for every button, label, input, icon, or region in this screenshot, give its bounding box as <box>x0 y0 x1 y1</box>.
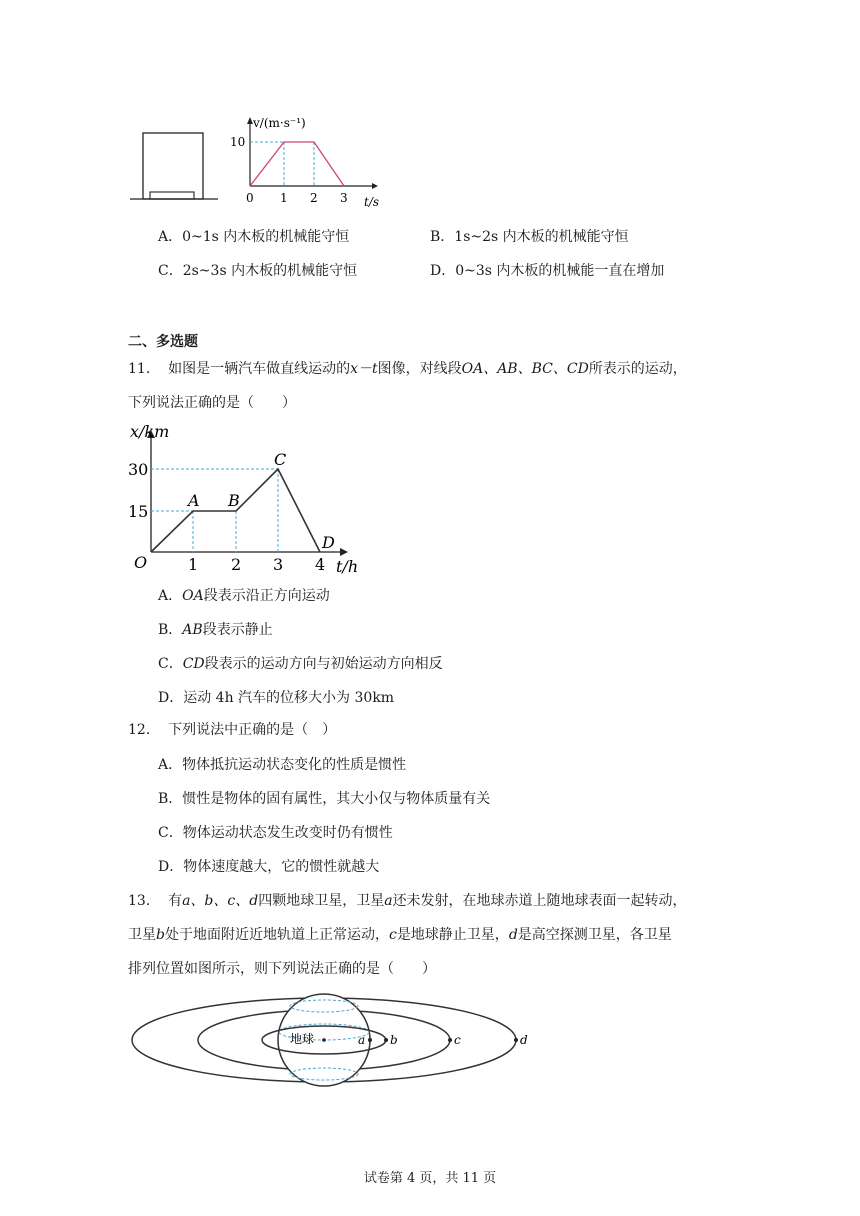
q11-stem-line1 <box>128 359 687 379</box>
point-b-label: B <box>228 491 240 510</box>
t-tick-1: 1 <box>188 555 199 574</box>
satellite-orbits-figure <box>128 988 532 1088</box>
satellite-a-label: a <box>358 1033 366 1047</box>
q10-option-a[interactable]: A．0~1s 内木板的机械能守恒 <box>158 229 350 245</box>
q13-var: d <box>508 927 518 943</box>
q12-number: 12. <box>128 722 151 738</box>
point-d-label: D <box>322 533 335 552</box>
satellite-c-label: c <box>454 1033 461 1047</box>
point-c-label: C <box>274 450 287 469</box>
v-t-graph <box>226 112 386 210</box>
q12-option-b[interactable]: B．惯性是物体的固有属性，其大小仅与物体质量有关 <box>158 791 491 807</box>
section-title: 二、多选题 <box>128 334 198 350</box>
q13-text: 还未发射，在地球赤道上随地球表面一起转动， <box>392 893 687 909</box>
q11-text: 所表示的运动， <box>588 361 687 377</box>
origin-label: O <box>134 553 148 572</box>
x-t-graph <box>126 420 366 576</box>
x-axis-label: x/km <box>130 422 170 441</box>
q12-stem <box>128 720 336 740</box>
q12-option-d[interactable]: D．物体速度越大，它的惯性就越大 <box>158 859 380 875</box>
t-tick-2: 2 <box>231 555 242 574</box>
q11-text: 如图是一辆汽车做直线运动的 <box>168 361 351 377</box>
q12-option-c[interactable]: C．物体运动状态发生改变时仍有惯性 <box>158 825 393 841</box>
t-tick-4: 4 <box>315 555 326 574</box>
segment: AB <box>182 622 203 638</box>
q11-text: 图像，对线段 <box>377 361 462 377</box>
q13-var: a <box>384 893 393 909</box>
x-tick-30: 30 <box>128 460 149 479</box>
v-tick-10: 10 <box>230 135 246 149</box>
q11-stem-line2: 下列说法正确的是（ ） <box>128 395 296 411</box>
q13-text: 是高空探测卫星，各卫星 <box>517 927 672 943</box>
segment: OA <box>182 588 204 604</box>
q13-text: 有 <box>168 893 183 909</box>
option-prefix: C． <box>158 656 183 672</box>
v-axis-label: v/(m·s⁻¹) <box>253 116 306 130</box>
q12-option-a[interactable]: A．物体抵抗运动状态变化的性质是惯性 <box>158 757 407 773</box>
option-text: 段表示静止 <box>202 622 273 638</box>
q11-number: 11. <box>128 361 151 377</box>
page-footer: 试卷第 4 页，共 11 页 <box>363 1171 497 1186</box>
option-prefix: B． <box>158 622 183 638</box>
q10-option-d[interactable]: D．0~3s 内木板的机械能一直在增加 <box>430 263 665 279</box>
t-axis-label: t/h <box>336 557 359 576</box>
t-tick-3: 3 <box>273 555 284 574</box>
q13-text: 处于地面附近近地轨道上正常运动， <box>164 927 389 943</box>
q13-stem-line1 <box>128 891 687 911</box>
q13-var: b <box>156 927 165 943</box>
q13-text: 四颗地球卫星，卫星 <box>258 893 385 909</box>
option-text: 段表示沿正方向运动 <box>203 588 330 604</box>
q11-option-a[interactable] <box>158 585 330 605</box>
q11-option-c[interactable] <box>158 653 443 673</box>
segment: CD <box>182 656 205 672</box>
satellite-b-label: b <box>390 1033 398 1047</box>
q13-number: 13. <box>128 893 151 909</box>
q12-text: 下列说法中正确的是（ ） <box>168 722 337 738</box>
q13-var: a、b、c、d <box>182 893 259 909</box>
q11-xt: x－t <box>350 361 378 377</box>
earth-label: 地球 <box>290 1032 315 1046</box>
t-tick-1: 1 <box>280 191 288 205</box>
q13-var: c <box>388 927 397 943</box>
t-tick-2: 2 <box>310 191 318 205</box>
q13-text: 卫星 <box>128 927 156 943</box>
t-tick-3: 3 <box>340 191 348 205</box>
x-tick-15: 15 <box>128 502 149 521</box>
t-tick-0: 0 <box>246 191 254 205</box>
t-axis-label: t/s <box>364 195 380 209</box>
q11-option-d[interactable]: D．运动 4h 汽车的位移大小为 30km <box>158 690 395 706</box>
q11-option-b[interactable] <box>158 619 273 639</box>
board-box-figure <box>128 125 220 205</box>
q13-stem-line2 <box>128 925 672 945</box>
option-prefix: A． <box>158 588 183 604</box>
q10-option-b[interactable]: B．1s~2s 内木板的机械能守恒 <box>430 229 629 245</box>
option-text: 段表示的运动方向与初始运动方向相反 <box>204 656 443 672</box>
q10-option-c[interactable]: C．2s~3s 内木板的机械能守恒 <box>158 263 358 279</box>
q11-segments: OA、AB、BC、CD <box>461 361 589 377</box>
satellite-d-label: d <box>520 1033 528 1047</box>
q13-text: 是地球静止卫星， <box>396 927 509 943</box>
point-a-label: A <box>188 491 200 510</box>
q13-stem-line3: 排列位置如图所示，则下列说法正确的是（ ） <box>128 961 436 977</box>
